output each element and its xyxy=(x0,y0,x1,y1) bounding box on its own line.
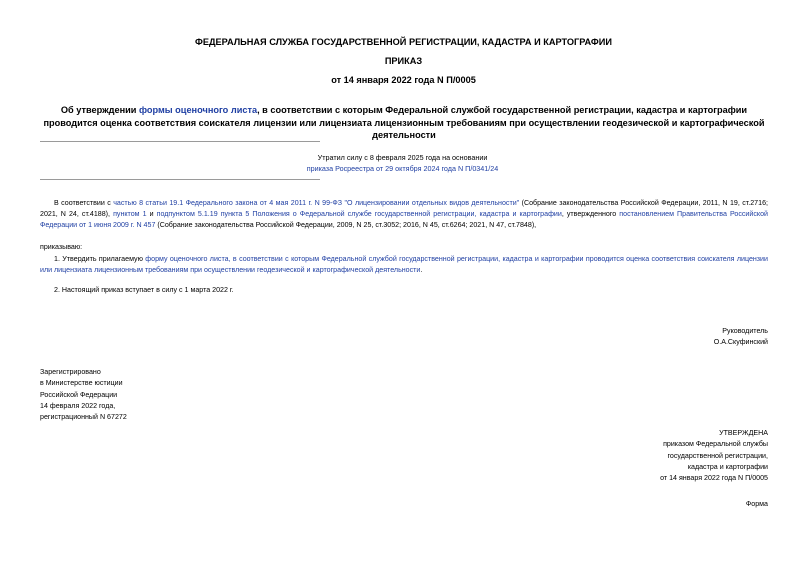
order-word: приказываю: xyxy=(40,243,83,251)
title-text-1: Об утверждении xyxy=(60,105,139,115)
registration-line: в Министерстве юстиции xyxy=(40,379,123,388)
title-form-link[interactable]: формы оценочного листа xyxy=(138,105,258,115)
preamble-text-5: (Собрание законодательства Российской Федерации, 2009, N 25, ст.3052; 2016, N 45, ст.6264; 2021, N 47, ст.7848), xyxy=(155,221,537,230)
item1-text-1: 1. Утвердить прилагаемую xyxy=(54,255,146,263)
approval-line: УТВЕРЖДЕНА xyxy=(719,429,768,437)
approval-line: государственной регистрации, xyxy=(667,451,768,460)
signatory-position: Руководитель xyxy=(722,327,768,335)
registration-line: Российской Федерации xyxy=(40,390,118,399)
item1-text-2: . xyxy=(420,266,423,275)
preamble-text-3: и xyxy=(146,210,157,219)
preamble-text-1: В соответствии с xyxy=(54,199,114,207)
order-item-2: 2. Настоящий приказ вступает в силу с 1 марта 2022 г. xyxy=(54,286,234,294)
regulation-link[interactable]: подпунктом 5.1.19 пункта 5 Положения о Федеральной службе государственной регистрации, кадастра и картографии xyxy=(156,210,562,219)
item1-form-link[interactable]: форму оценочного листа, в соответствии с которым Федеральной службой государственной регистрации, кадастра и картографии проводится оценка соответствия соискателя лицензии или лицензиата лицензионным требованиям при осуществлении геодезической и картографической деятельности xyxy=(40,255,768,275)
law-link[interactable]: частью 8 статьи 19.1 Федерального закона от 4 мая 2011 г. N 99-ФЗ "О лицензировании отдельных видов деятельности" xyxy=(113,199,520,207)
registration-line: 14 февраля 2022 года, xyxy=(40,401,116,410)
registration-block xyxy=(40,367,240,423)
validity-note xyxy=(300,152,505,174)
doc-type: ПРИКАЗ xyxy=(384,56,423,66)
order-item-1 xyxy=(40,254,768,276)
registration-line: Зарегистрировано xyxy=(40,368,101,376)
signatory-name: О.А.Скуфинский xyxy=(713,338,768,346)
registration-line: регистрационный N 67272 xyxy=(40,413,127,422)
doc-date-number: от 14 января 2022 года N П/0005 xyxy=(331,75,476,85)
validity-note-link[interactable]: приказа Росреестра от 29 октября 2024 года N П/0341/24 xyxy=(306,164,499,173)
approval-block xyxy=(560,428,768,484)
resolution-link[interactable]: постановлением Правительства Российской Федерации от 1 июня 2009 г. N 457 xyxy=(40,210,768,230)
doc-title xyxy=(40,104,768,142)
agency-name: ФЕДЕРАЛЬНАЯ СЛУЖБА ГОСУДАРСТВЕННОЙ РЕГИСТРАЦИИ, КАДАСТРА И КАРТОГРАФИИ xyxy=(195,37,612,47)
divider-bottom xyxy=(40,179,320,180)
preamble-paragraph xyxy=(40,198,768,232)
validity-note-text: Утратил силу с 8 февраля 2025 года на основании xyxy=(317,153,488,162)
divider-top xyxy=(40,141,320,142)
form-label: Форма xyxy=(745,500,768,508)
approval-line: кадастра и картографии xyxy=(687,462,768,471)
point-1-link[interactable]: пунктом 1 xyxy=(113,210,147,219)
title-text-2: , в соответствии с которым Федеральной службой государственной регистрации, кадастра и картографии проводится оценка соответствия соискателя лицензии или лицензиата лицензионным требованиям при осуществлении геодезической и картографической деятельности xyxy=(43,105,765,140)
approval-line: приказом Федеральной службы xyxy=(663,440,768,449)
preamble-text-2: (Собрание законодательства Российской Федерации, 2011, N 19, ст.2716; 2021, N 24, ст.4188), xyxy=(40,199,768,219)
approval-line: от 14 января 2022 года N П/0005 xyxy=(660,474,768,483)
preamble-text-4: , утвержденного xyxy=(561,210,620,219)
